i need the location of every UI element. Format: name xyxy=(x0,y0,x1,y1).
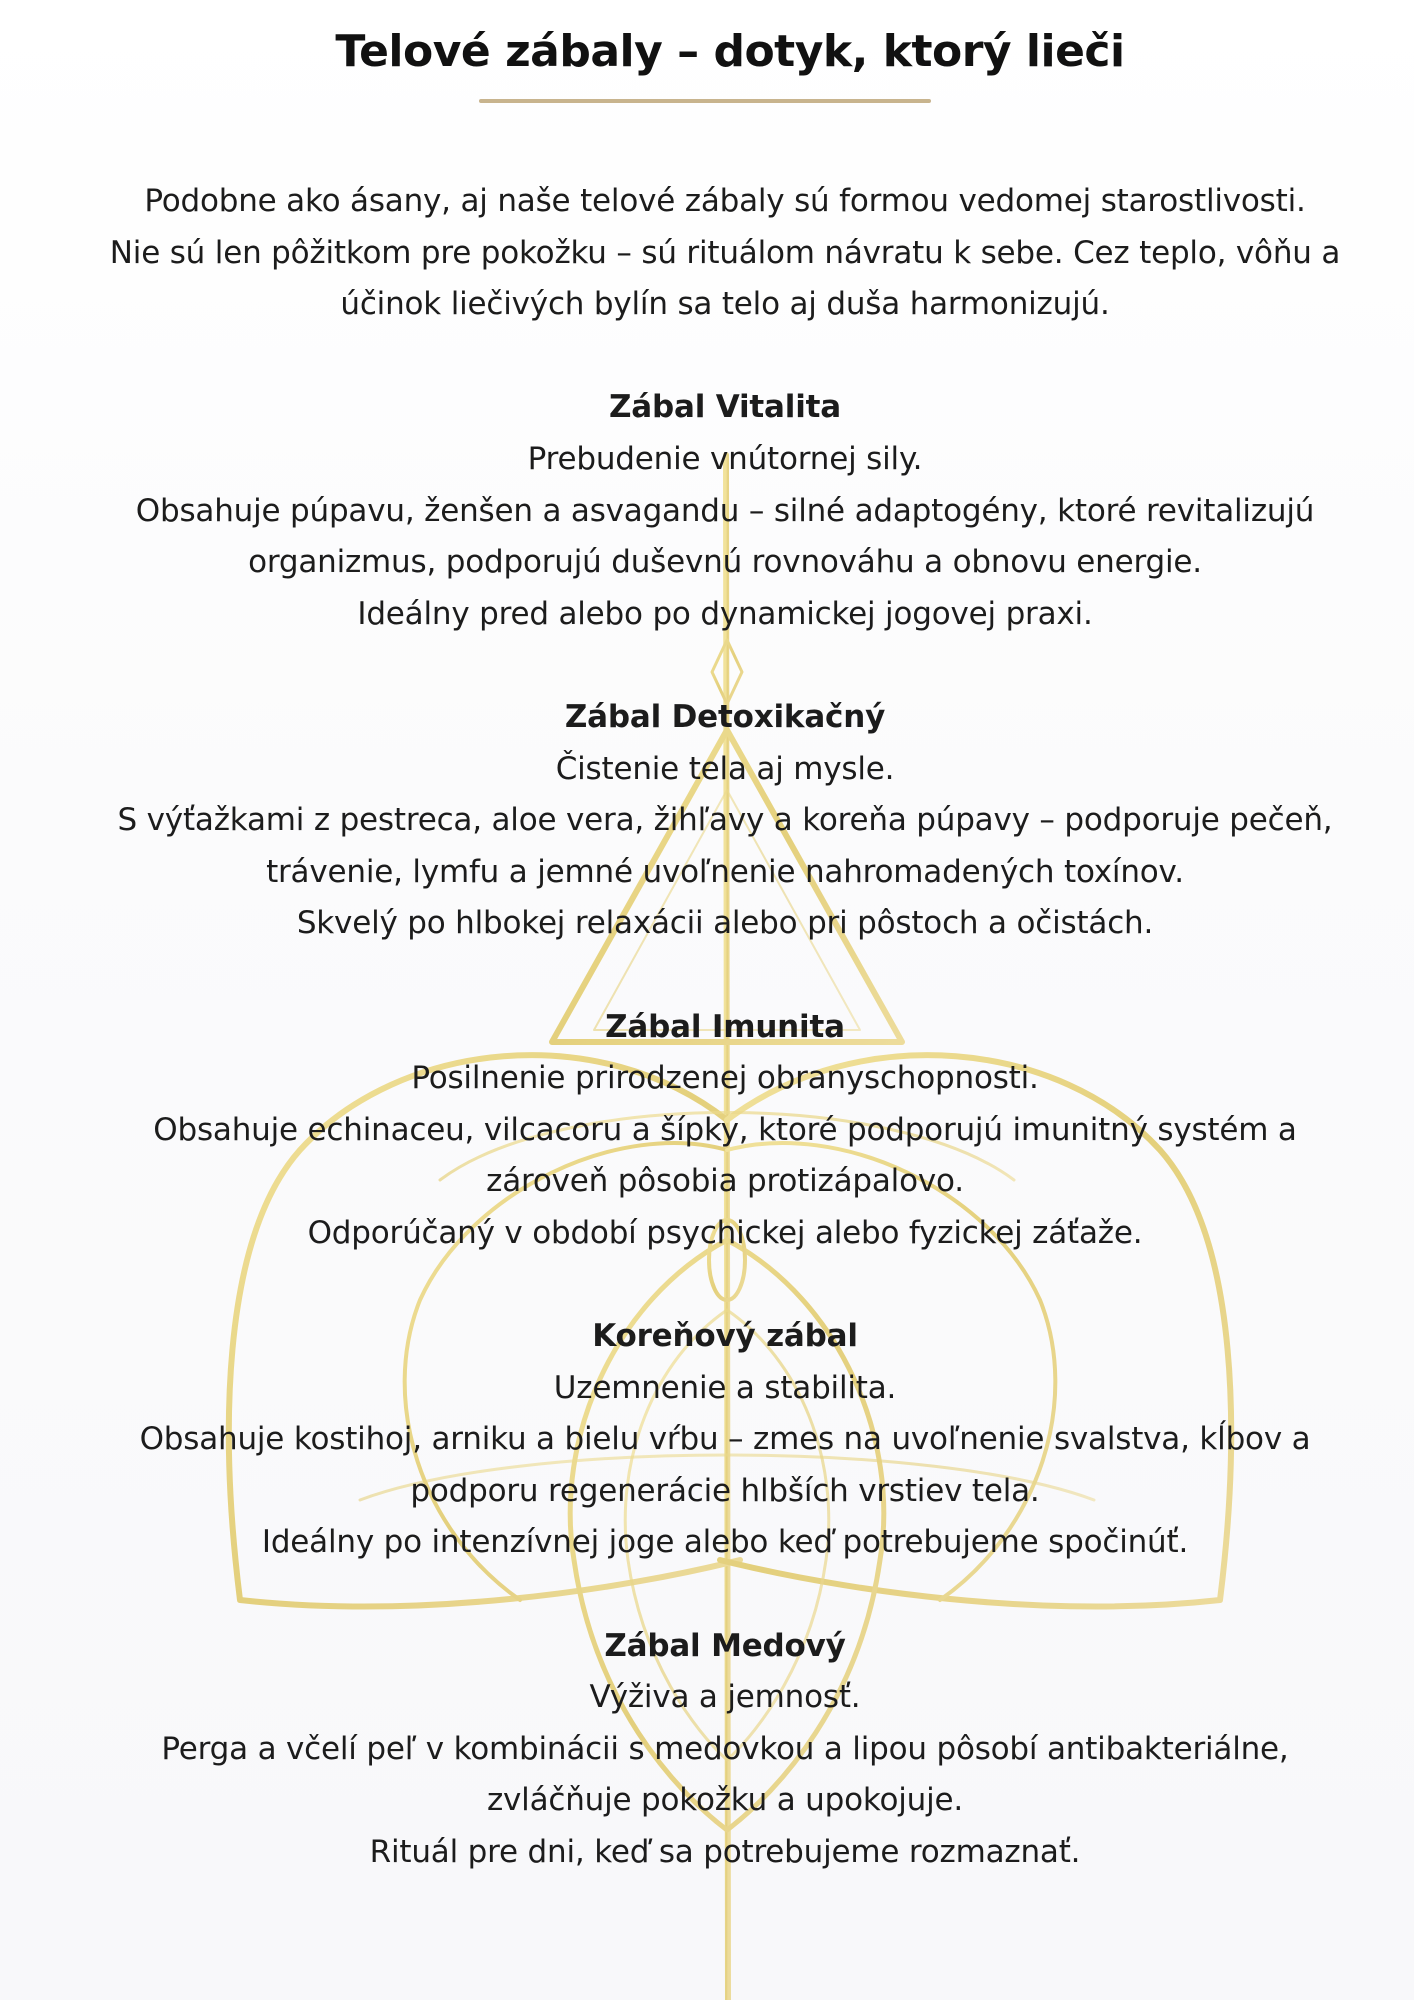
section-title: Zábal Vitalita xyxy=(609,389,841,426)
section-line: Čistenie tela aj mysle. xyxy=(555,750,895,787)
section-line: trávenie, lymfu a jemné uvoľnenie nahromadených toxínov. xyxy=(266,853,1184,890)
section-line: Skvelý po hlbokej relaxácii alebo pri pôstoch a očistách. xyxy=(296,905,1154,942)
section-line: zvláčňuje pokožku a upokojuje. xyxy=(486,1782,964,1819)
section-title: Zábal Medový xyxy=(604,1627,846,1664)
page-title: Telové zábaly – dotyk, ktorý lieči xyxy=(335,26,1125,77)
section-line: Prebudenie vnútornej sily. xyxy=(527,440,923,477)
section-title: Zábal Detoxikačný xyxy=(564,698,886,735)
intro-line: účinok liečivých bylín sa telo aj duša harmonizujú. xyxy=(340,286,1110,323)
section-line: Ideálny po intenzívnej joge alebo keď potrebujeme spočinúť. xyxy=(261,1524,1189,1561)
section-line: Obsahuje púpavu, ženšen a asvagandu – silné adaptogény, ktoré revitalizujú xyxy=(135,492,1315,529)
section-line: Uzemnenie a stabilita. xyxy=(553,1369,897,1406)
intro-paragraph xyxy=(40,176,1410,331)
body-text xyxy=(40,176,1410,1879)
section-korenovy xyxy=(40,1311,1410,1569)
section-line: Rituál pre dni, keď sa potrebujeme rozmaznať. xyxy=(369,1834,1081,1870)
section-detoxikacny xyxy=(40,692,1410,950)
section-vitalita xyxy=(40,382,1410,640)
section-line: S výťažkami z pestreca, aloe vera, žihľavy a koreňa púpavy – podporuje pečeň, xyxy=(117,802,1333,839)
section-medovy xyxy=(40,1621,1410,1879)
section-title: Koreňový zábal xyxy=(592,1318,858,1355)
intro-line: Podobne ako ásany, aj naše telové zábaly sú formou vedomej starostlivosti. xyxy=(144,183,1306,219)
section-line: Posilnenie prirodzenej obranyschopnosti. xyxy=(411,1060,1039,1097)
section-line: Obsahuje kostihoj, arniku a bielu vŕbu – zmes na uvoľnenie svalstva, kĺbov a xyxy=(139,1421,1311,1458)
section-title: Zábal Imunita xyxy=(605,1008,845,1045)
section-line: Výživa a jemnosť. xyxy=(589,1679,861,1716)
section-line: Ideálny pred alebo po dynamickej jogovej praxi. xyxy=(357,595,1093,632)
section-line: Perga a včelí peľ v kombinácii s medovkou a lipou pôsobí antibakteriálne, xyxy=(161,1730,1289,1767)
section-line: podporu regenerácie hlbších vrstiev tela. xyxy=(410,1472,1040,1509)
section-line: zároveň pôsobia protizápalovo. xyxy=(486,1163,964,1200)
intro-line: Nie sú len pôžitkom pre pokožku – sú rituálom návratu k sebe. Cez teplo, vôňu a xyxy=(109,234,1341,271)
section-line: organizmus, podporujú duševnú rovnováhu a obnovu energie. xyxy=(248,544,1202,581)
section-line: Odporúčaný v období psychickej alebo fyzickej záťaže. xyxy=(307,1214,1143,1251)
section-imunita xyxy=(40,1002,1410,1260)
section-line: Obsahuje echinaceu, vilcacoru a šípky, ktoré podporujú imunitný systém a xyxy=(153,1111,1297,1148)
title-underline xyxy=(479,99,931,103)
